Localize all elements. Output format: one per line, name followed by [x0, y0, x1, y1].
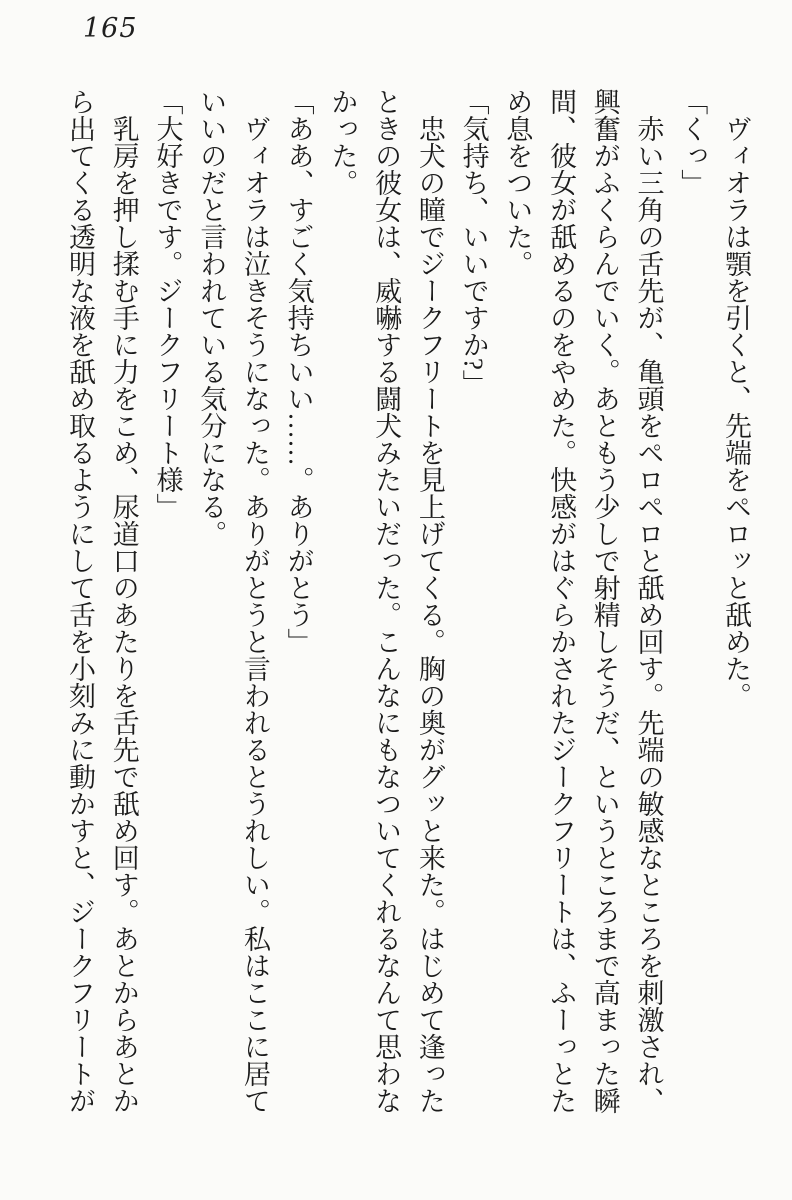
- text-block: [57, 88, 757, 1118]
- paragraph: 「大好きです。ジークフリート様」: [152, 88, 183, 520]
- paragraph: 乳房を押し揉む手に力をこめ、尿道口のあたりを舌先で舐め回す。あとからあとから出てくる透明な液を舐め取るようにして舌を小刻みに動かすと、ジークフリートが: [64, 88, 139, 1114]
- paragraph: 「ああ、すごく気持ちいい……。ありがとう」: [283, 88, 314, 655]
- paragraph: ヴィオラは泣きそうになった。ありがとうと言われるとうれしい。私はここに居ていいのだと言われている気分になる。: [196, 88, 270, 1114]
- paragraph: 「くっ」: [677, 88, 708, 196]
- page-number: 165: [83, 13, 138, 44]
- paragraph: 赤い三角の舌先が、亀頭をペロペロと舐め回す。先端の敏感なところを刺激され、興奮がふくらんでいく。あともう少しで射精しそうだ、というところまで高まった瞬間、彼女が舐めるのをやめた。快感がはぐらかされたジークフリートは、ふーっとため息をついた。: [502, 88, 664, 1114]
- paragraph: ヴィオラは顎を引くと、先端をペロッと舐めた。: [721, 88, 751, 709]
- paragraph: 「気持ち、いいですか?」: [458, 88, 489, 397]
- paragraph: 忠犬の瞳でジークフリートを見上げてくる。胸の奥がグッと来た。はじめて逢ったときの彼女は、威嚇する闘犬みたいだった。こんなにもなついてくれるなんて思わなかった。: [327, 88, 445, 1114]
